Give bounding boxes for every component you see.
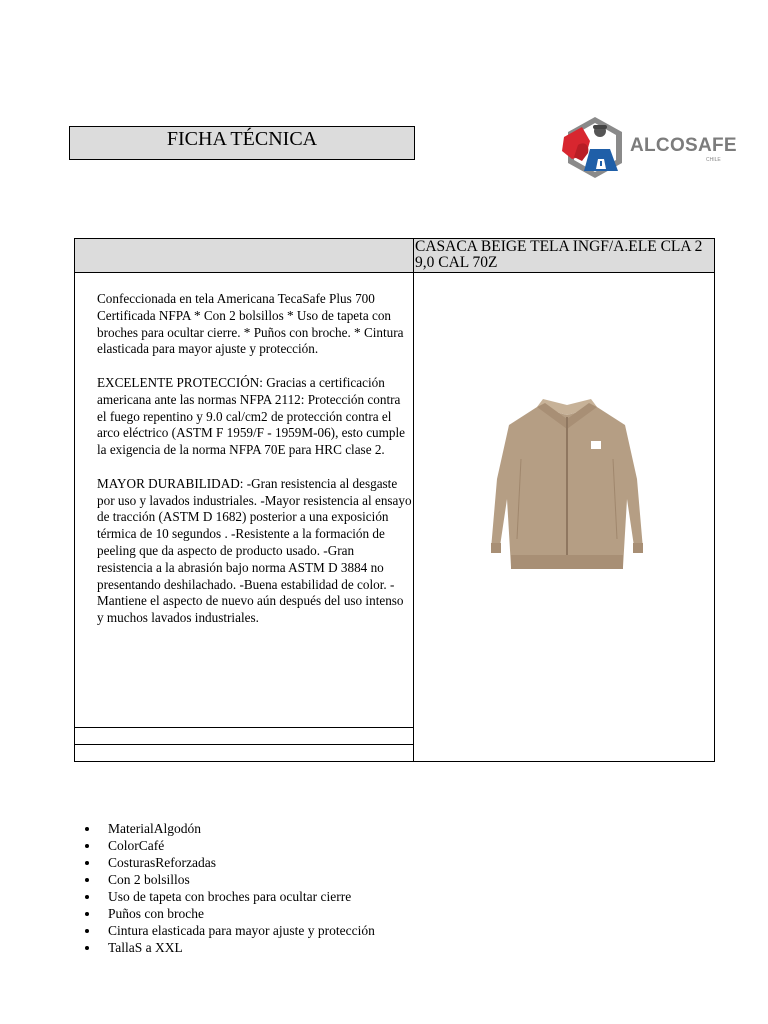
empty-row (75, 745, 414, 761)
list-item-label: ColorCafé (108, 838, 165, 853)
list-item (80, 905, 375, 922)
list-item-label: CosturasReforzadas (108, 855, 216, 870)
list-item (80, 837, 375, 854)
safety-worker-icon (560, 115, 630, 181)
bullet-icon (85, 912, 89, 916)
list-item (80, 939, 375, 956)
list-item (80, 820, 375, 837)
list-item-label: Con 2 bolsillos (108, 872, 190, 887)
description-paragraph: EXCELENTE PROTECCIÓN: Gracias a certificación americana ante las normas NFPA 2112: Protección contra el fuego repentino y 9.0 cal/cm2 de protección contra el arco eléctrico (ASTM F 1959/F - 1959M-06), esto cumple la exigencia de la norma NFPA 70E para HRC clase 2. (97, 374, 406, 458)
features-list (80, 820, 375, 956)
list-item (80, 922, 375, 939)
list-item (80, 854, 375, 871)
bullet-icon (85, 946, 89, 950)
description-paragraph: Confeccionada en tela Americana TecaSafe Plus 700 Certificada NFPA * Con 2 bolsillos * Uso de tapeta con broches para ocultar cierre. * Puños con broche. * Cintura elasticada para mayor ajuste y protección. (97, 291, 404, 357)
table-header-empty-cell (75, 239, 414, 273)
logo-wordmark: ALCOSAFE (630, 135, 737, 156)
bullet-icon (85, 878, 89, 882)
list-item (80, 888, 375, 905)
product-description (97, 291, 413, 644)
spec-table (74, 238, 715, 762)
bullet-icon (85, 929, 89, 933)
description-cell (75, 273, 414, 728)
list-item-label: MaterialAlgodón (108, 821, 201, 836)
description-paragraph: MAYOR DURABILIDAD: -Gran resistencia al desgaste por uso y lavados industriales. -Mayor resistencia al ensayo de tracción (ASTM D 1682) posterior a una exposición térmica de 10 segundos . -Resistente a la formación de peeling que da aspecto de producto usado. -Gran resistencia a la abrasión bajo norma ASTM D 3884 no presentando deshilachado. -Buena estabilidad de color. -Mantiene el aspecto de nuevo aún después del uso intenso y muchos lavados industriales. (97, 475, 412, 626)
page-title: FICHA TÉCNICA (69, 126, 415, 160)
bullet-icon (85, 827, 89, 831)
bullet-icon (85, 895, 89, 899)
logo-country: CHILE (706, 157, 721, 163)
alcosafe-logo (560, 115, 737, 181)
list-item-label: Puños con broche (108, 906, 204, 921)
list-item-label: Uso de tapeta con broches para ocultar cierre (108, 889, 352, 904)
empty-row (75, 728, 414, 745)
list-item-label: TallaS a XXL (108, 940, 183, 955)
product-name: CASACA BEIGE TELA INGF/A.ELE CLA 2 9,0 CAL 70Z (414, 239, 714, 273)
beige-jacket-image (487, 399, 647, 589)
bullet-icon (85, 844, 89, 848)
list-item-label: Cintura elasticada para mayor ajuste y protección (108, 923, 375, 938)
bullet-icon (85, 861, 89, 865)
list-item (80, 871, 375, 888)
